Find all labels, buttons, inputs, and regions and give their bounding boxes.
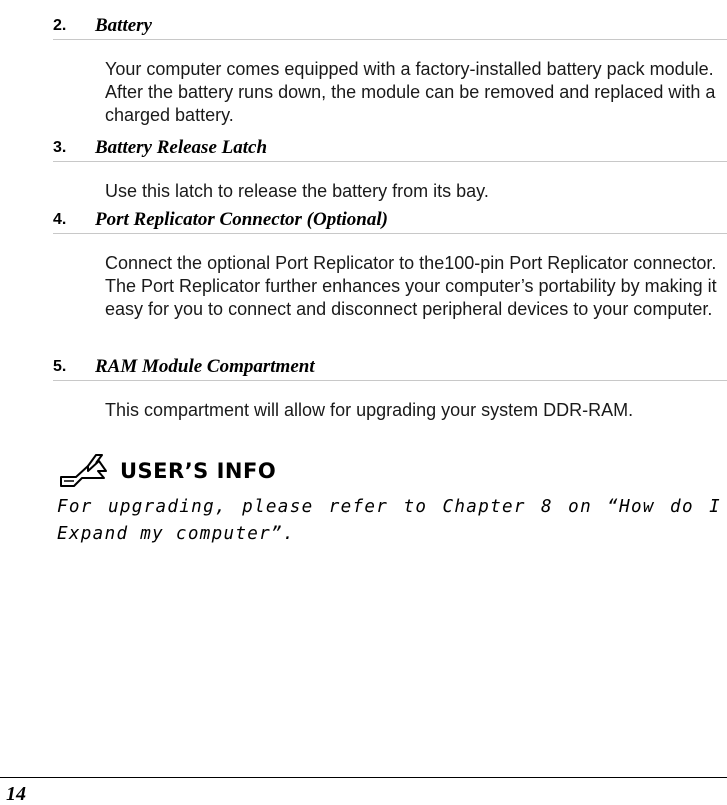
page-number: 14 [6, 783, 26, 805]
section-number: 4. [53, 211, 67, 228]
section-body-ram-module-compartment: This compartment will allow for upgrading your system DDR-RAM. [105, 400, 634, 420]
users-info-text: For upgrading, please refer to Chapter 8 on “How do I Expand my computer”. [57, 497, 721, 544]
section-heading-port-replicator-connector [0, 210, 727, 234]
pointing-hand-icon [58, 447, 114, 491]
heading-divider [53, 161, 727, 162]
section-number: 3. [53, 139, 67, 156]
heading-divider [53, 233, 727, 234]
section-number: 2. [53, 17, 67, 34]
section-title: Port Replicator Connector (Optional) [95, 209, 388, 230]
section-heading-battery [0, 16, 727, 40]
footer-divider [0, 777, 727, 778]
section-heading-battery-release-latch [0, 138, 727, 162]
section-number: 5. [53, 358, 67, 375]
users-info-label: USER’S INFO [120, 459, 277, 483]
users-info-callout [58, 447, 298, 491]
section-title: RAM Module Compartment [95, 356, 315, 377]
section-title: Battery Release Latch [95, 137, 268, 158]
heading-divider [53, 380, 727, 381]
heading-divider [53, 39, 727, 40]
section-heading-ram-module-compartment [0, 357, 727, 381]
section-title: Battery [95, 15, 152, 36]
section-body-battery-release-latch: Use this latch to release the battery from its bay. [105, 181, 489, 201]
section-body-battery: Your computer comes equipped with a factory-installed battery pack module. After the battery runs down, the module can be removed and replaced with a charged battery. [105, 59, 716, 125]
section-body-port-replicator-connector: Connect the optional Port Replicator to the100-pin Port Replicator connector. The Port Replicator further enhances your computer’s portability by making it easy for you to connect and disconnect peripheral devices to your computer. [105, 253, 717, 319]
